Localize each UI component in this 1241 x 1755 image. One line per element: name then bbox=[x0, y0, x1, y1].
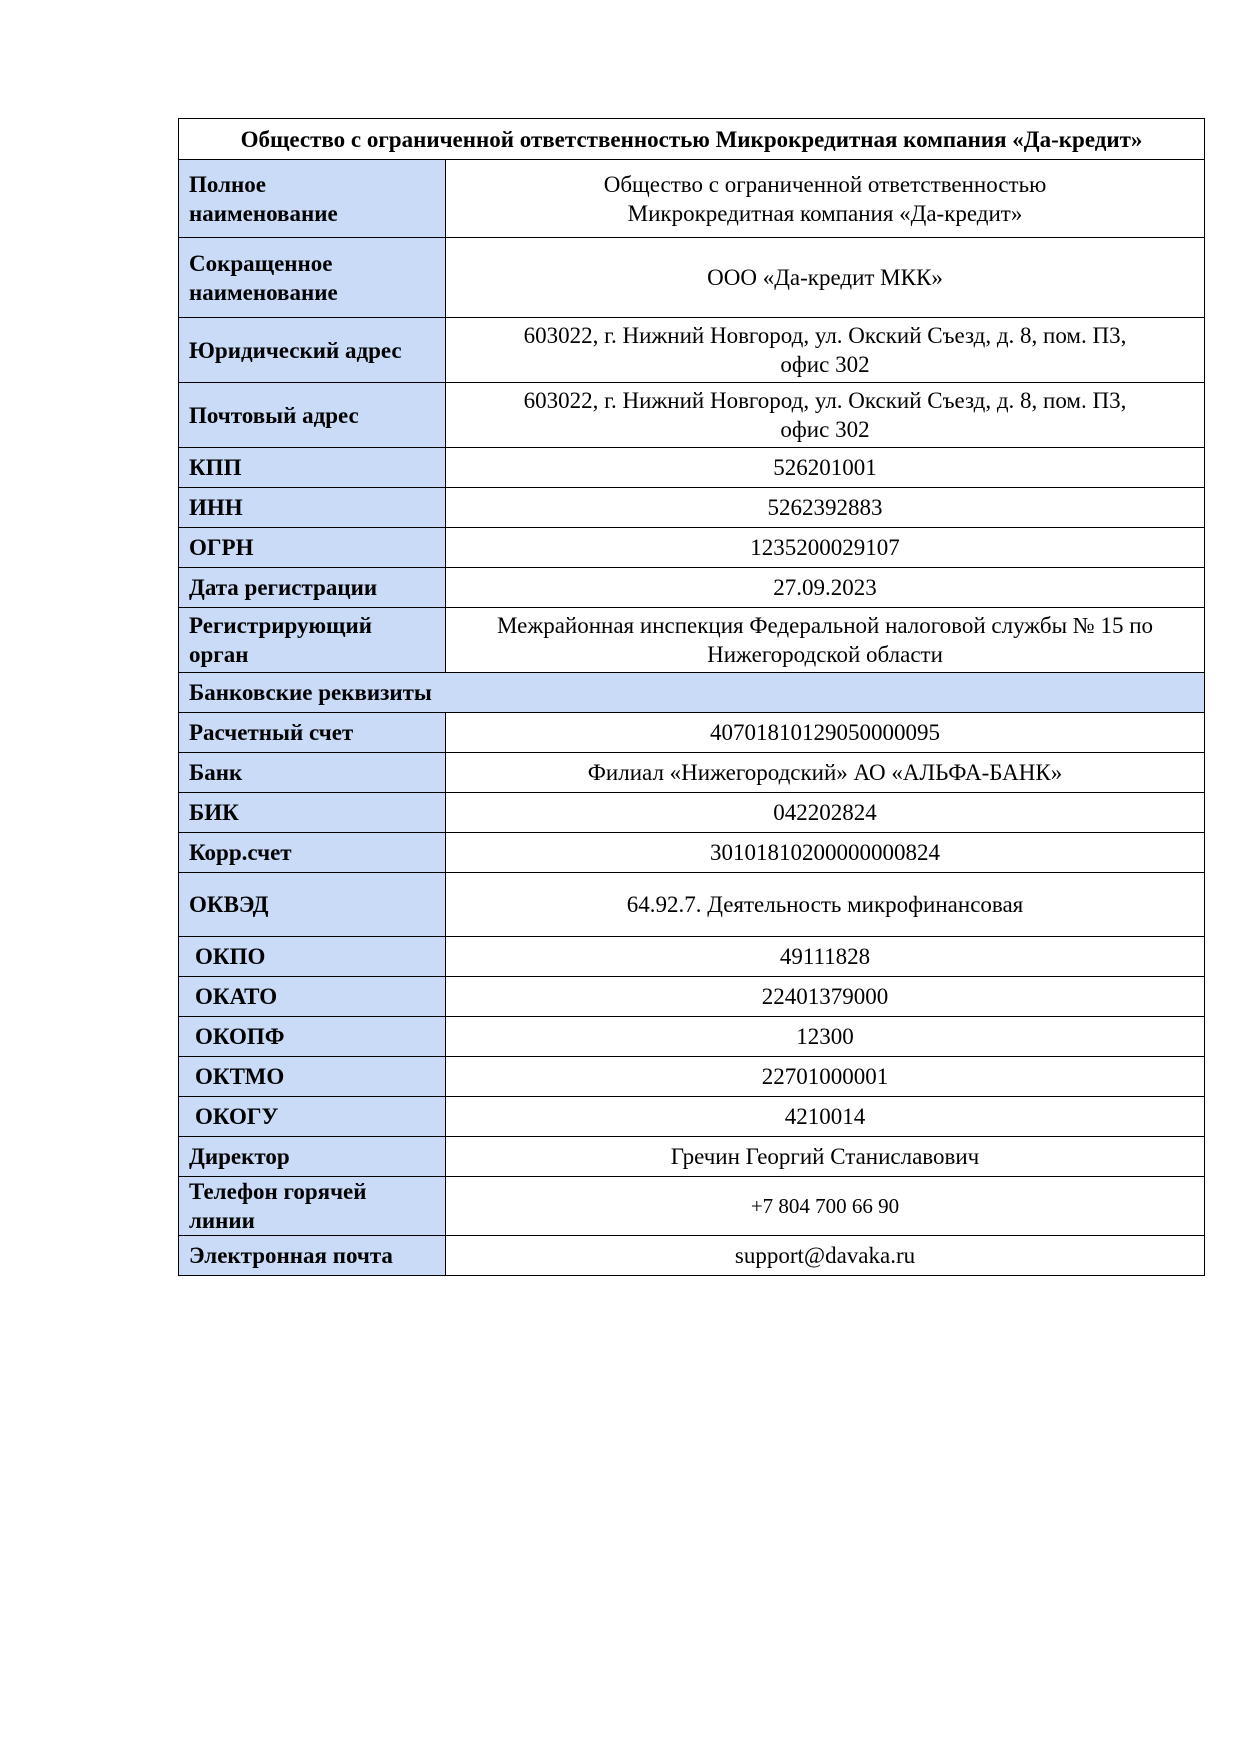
row-label: Корр.счет bbox=[179, 833, 446, 873]
row-ogrn bbox=[179, 528, 1205, 568]
row-label: ОКОПФ bbox=[179, 1017, 446, 1057]
table-title: Общество с ограниченной ответственностью Микрокредитная компания «Да-кредит» bbox=[179, 119, 1205, 160]
label-line: Полное bbox=[189, 171, 266, 197]
row-label: Банк bbox=[179, 753, 446, 793]
row-value: 1235200029107 bbox=[446, 528, 1205, 568]
row-label: Электронная почта bbox=[179, 1236, 446, 1276]
value-line: Нижегородской области bbox=[707, 642, 943, 667]
row-label bbox=[179, 160, 446, 238]
row-label bbox=[179, 238, 446, 318]
row-corr-account bbox=[179, 833, 1205, 873]
label-line: наименование bbox=[189, 279, 338, 305]
row-value bbox=[446, 608, 1205, 673]
row-okato bbox=[179, 977, 1205, 1017]
row-label bbox=[179, 1177, 446, 1236]
row-value: 4210014 bbox=[446, 1097, 1205, 1137]
row-value: 22701000001 bbox=[446, 1057, 1205, 1097]
row-value: 526201001 bbox=[446, 448, 1205, 488]
row-value bbox=[446, 160, 1205, 238]
label-line: Сокращенное bbox=[189, 250, 333, 276]
row-value: Гречин Георгий Станиславович bbox=[446, 1137, 1205, 1177]
row-value: 22401379000 bbox=[446, 977, 1205, 1017]
bank-section-heading: Банковские реквизиты bbox=[179, 673, 1205, 713]
row-okogu bbox=[179, 1097, 1205, 1137]
row-label: ОКТМО bbox=[179, 1057, 446, 1097]
row-label: КПП bbox=[179, 448, 446, 488]
row-label: ОГРН bbox=[179, 528, 446, 568]
row-value: +7 804 700 66 90 bbox=[446, 1177, 1205, 1236]
row-oktmo bbox=[179, 1057, 1205, 1097]
row-label: Юридический адрес bbox=[179, 318, 446, 383]
row-hotline-phone bbox=[179, 1177, 1205, 1236]
row-value: 12300 bbox=[446, 1017, 1205, 1057]
row-label: ОКПО bbox=[179, 937, 446, 977]
row-label bbox=[179, 608, 446, 673]
requisites-table bbox=[178, 118, 1205, 1276]
row-value: Филиал «Нижегородский» АО «АЛЬФА-БАНК» bbox=[446, 753, 1205, 793]
row-bank bbox=[179, 753, 1205, 793]
row-label: Почтовый адрес bbox=[179, 383, 446, 448]
row-settlement-account bbox=[179, 713, 1205, 753]
row-okopf bbox=[179, 1017, 1205, 1057]
row-label: Расчетный счет bbox=[179, 713, 446, 753]
row-value: 49111828 bbox=[446, 937, 1205, 977]
label-line: Телефон горячей bbox=[189, 1179, 367, 1204]
value-line: 603022, г. Нижний Новгород, ул. Окский Съезд, д. 8, пом. П3, bbox=[523, 323, 1127, 348]
row-email bbox=[179, 1236, 1205, 1276]
bank-section-row bbox=[179, 673, 1205, 713]
row-okpo bbox=[179, 937, 1205, 977]
label-line: Регистрирующий bbox=[189, 613, 372, 638]
row-value bbox=[446, 318, 1205, 383]
row-value: 5262392883 bbox=[446, 488, 1205, 528]
row-value: 64.92.7. Деятельность микрофинансовая bbox=[446, 873, 1205, 937]
value-line: 603022, г. Нижний Новгород, ул. Окский Съезд, д. 8, пом. П3, bbox=[523, 388, 1127, 413]
row-label: ОКАТО bbox=[179, 977, 446, 1017]
row-registration-date bbox=[179, 568, 1205, 608]
row-value: ООО «Да-кредит МКК» bbox=[446, 238, 1205, 318]
row-value: 30101810200000000824 bbox=[446, 833, 1205, 873]
row-label: Дата регистрации bbox=[179, 568, 446, 608]
row-registering-authority bbox=[179, 608, 1205, 673]
label-line: орган bbox=[189, 642, 249, 667]
title-row bbox=[179, 119, 1205, 160]
row-kpp bbox=[179, 448, 1205, 488]
row-value: support@davaka.ru bbox=[446, 1236, 1205, 1276]
row-label: ОКВЭД bbox=[179, 873, 446, 937]
value-line: офис 302 bbox=[780, 417, 870, 442]
row-postal-address bbox=[179, 383, 1205, 448]
value-line: Межрайонная инспекция Федеральной налоговой службы № 15 по bbox=[496, 613, 1154, 638]
value-line: Общество с ограниченной ответственностью bbox=[603, 171, 1047, 197]
row-label: Директор bbox=[179, 1137, 446, 1177]
label-line: наименование bbox=[189, 200, 338, 226]
row-label: ОКОГУ bbox=[179, 1097, 446, 1137]
row-label: БИК bbox=[179, 793, 446, 833]
row-value: 27.09.2023 bbox=[446, 568, 1205, 608]
value-line: офис 302 bbox=[780, 352, 870, 377]
row-okved bbox=[179, 873, 1205, 937]
row-full-name bbox=[179, 160, 1205, 238]
row-value: 042202824 bbox=[446, 793, 1205, 833]
row-value bbox=[446, 383, 1205, 448]
row-director bbox=[179, 1137, 1205, 1177]
row-inn bbox=[179, 488, 1205, 528]
row-label: ИНН bbox=[179, 488, 446, 528]
value-line: Микрокредитная компания «Да-кредит» bbox=[627, 200, 1023, 226]
row-legal-address bbox=[179, 318, 1205, 383]
row-short-name bbox=[179, 238, 1205, 318]
row-value: 40701810129050000095 bbox=[446, 713, 1205, 753]
row-bik bbox=[179, 793, 1205, 833]
label-line: линии bbox=[189, 1208, 255, 1233]
